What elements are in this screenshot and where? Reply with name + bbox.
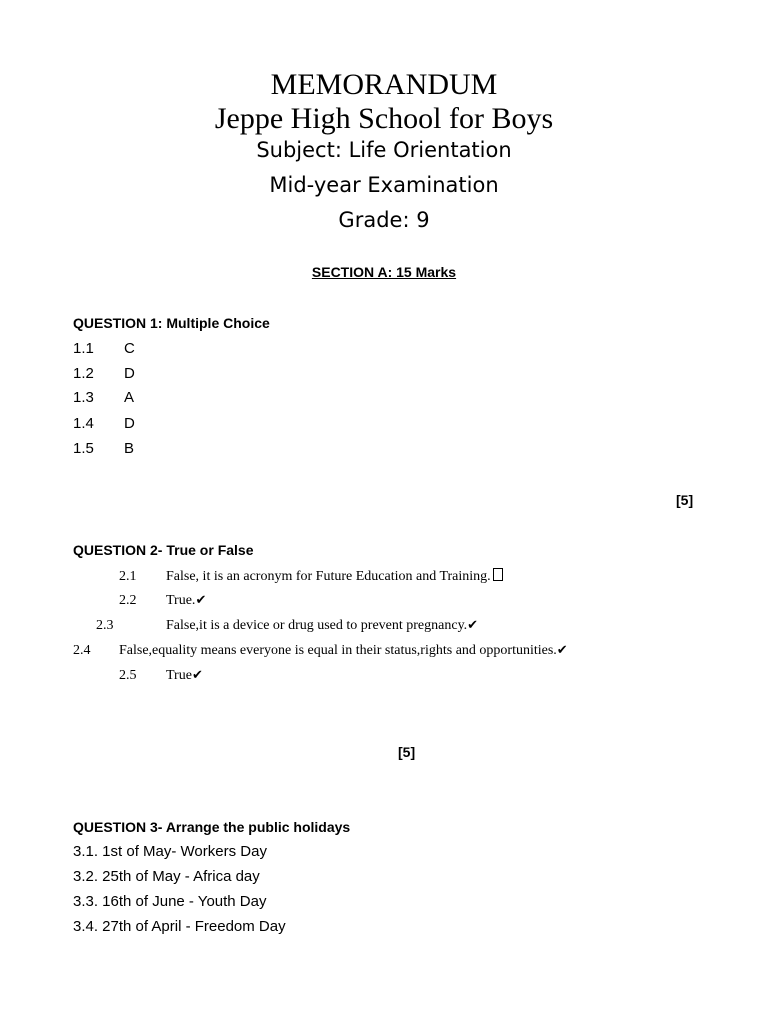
q3-item: 3.4. 27th of April - Freedom Day	[73, 918, 286, 935]
checkmark-icon: ✔	[191, 668, 203, 683]
checkmark-icon: ✔	[556, 643, 568, 658]
q1-item-answer: D	[124, 415, 135, 432]
q3-item: 3.3. 16th of June - Youth Day	[73, 893, 267, 910]
q2-item-answer: False,it is a device or drug used to prevent pregnancy.	[166, 618, 468, 633]
q2-item	[119, 568, 503, 585]
memo-title: MEMORANDUM	[270, 68, 498, 101]
q1-item-number: 1.3	[73, 389, 94, 406]
q1-marks: [5]	[676, 492, 694, 508]
q1-item	[73, 389, 134, 406]
q1-item-number: 1.2	[73, 365, 94, 382]
q2-marks: [5]	[398, 744, 416, 760]
checkmark-icon: ✔	[195, 593, 207, 608]
q2-item-answer: False,equality means everyone is equal in their status,rights and opportunities.	[119, 643, 557, 658]
exam-line: Mid-year Examination	[269, 173, 499, 197]
q1-item-answer: A	[124, 389, 135, 406]
q2-item	[119, 668, 203, 684]
question-2-heading: QUESTION 2- True or False	[73, 542, 254, 558]
q1-item-number: 1.4	[73, 415, 94, 432]
q1-item-number: 1.1	[73, 340, 94, 357]
q2-item	[119, 593, 206, 609]
checkmark-icon: ✔	[467, 618, 479, 633]
q1-item-answer: B	[124, 440, 135, 457]
q1-item	[73, 415, 135, 432]
q2-item-number: 2.3	[96, 618, 114, 633]
unchecked-box-icon	[493, 568, 503, 581]
q2-item	[96, 618, 478, 634]
section-heading: SECTION A: 15 Marks	[311, 264, 457, 280]
q1-item-number: 1.5	[73, 440, 94, 457]
question-1-heading: QUESTION 1: Multiple Choice	[73, 315, 270, 331]
q2-item-answer: True	[166, 668, 192, 683]
q2-item-answer: True.	[166, 593, 196, 608]
q2-item-number: 2.4	[73, 643, 91, 658]
subject-line: Subject: Life Orientation	[256, 138, 512, 162]
q1-item-answer: C	[124, 340, 135, 357]
q3-item: 3.1. 1st of May- Workers Day	[73, 843, 267, 860]
q2-item-answer: False, it is an acronym for Future Education and Training.	[166, 569, 491, 584]
q2-item-number: 2.1	[119, 569, 137, 584]
q1-item	[73, 440, 134, 457]
question-3-heading: QUESTION 3- Arrange the public holidays	[73, 819, 351, 835]
q2-item	[73, 643, 568, 659]
school-name: Jeppe High School for Boys	[214, 102, 554, 135]
q1-item	[73, 365, 135, 382]
q3-item: 3.2. 25th of May - Africa day	[73, 868, 260, 885]
q1-item-answer: D	[124, 365, 135, 382]
q2-item-number: 2.5	[119, 668, 137, 683]
grade-line: Grade: 9	[338, 208, 430, 232]
q1-item	[73, 340, 135, 357]
q2-item-number: 2.2	[119, 593, 137, 608]
